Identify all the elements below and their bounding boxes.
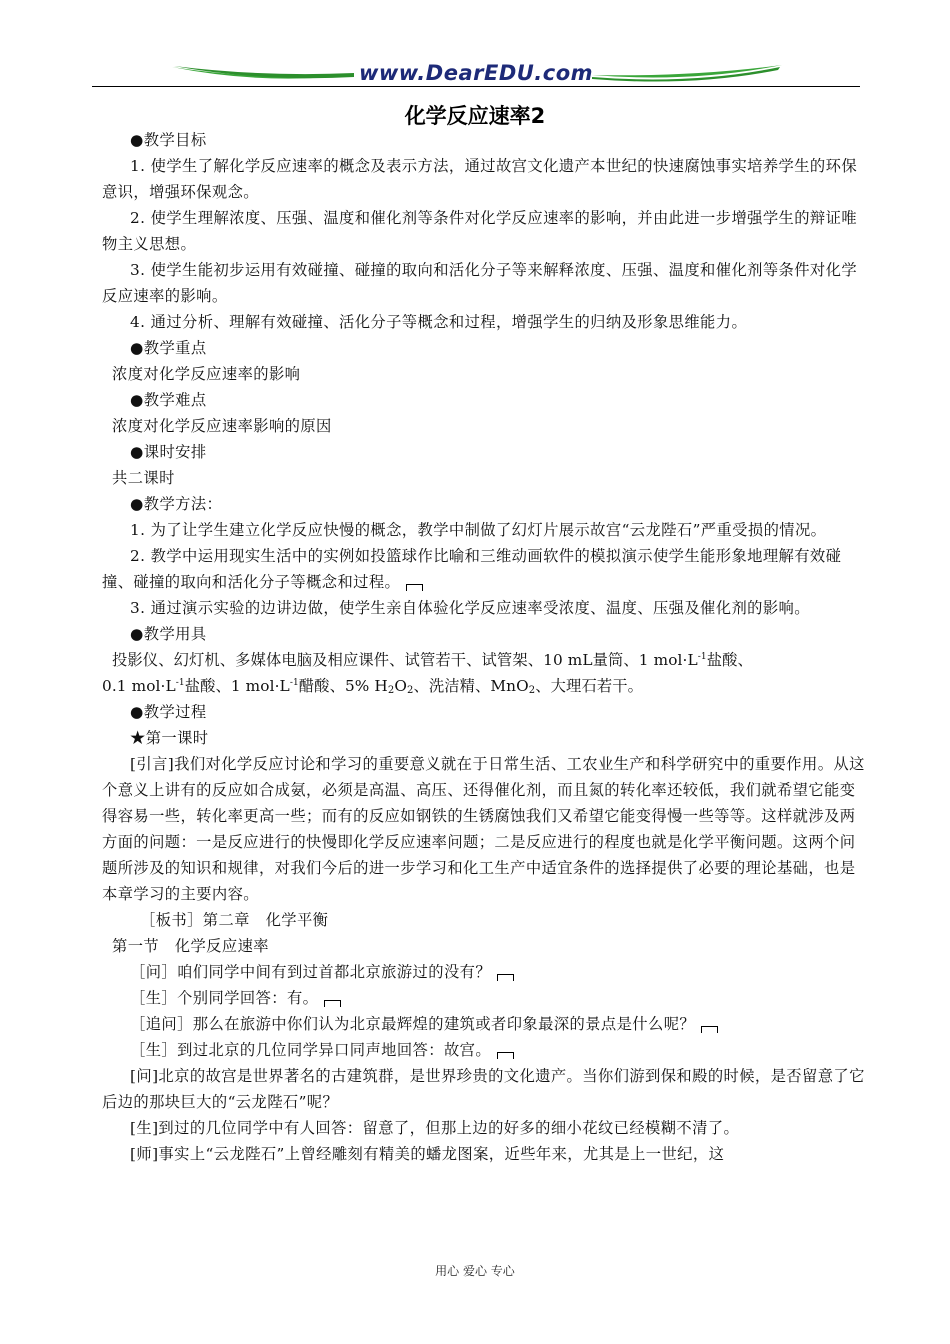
document-body [102, 127, 870, 1167]
header-rule [92, 86, 860, 87]
method-item [102, 543, 870, 595]
goals-heading: ●教学目标 [130, 131, 207, 149]
return-mark-icon [701, 1026, 718, 1033]
dialog-line: ［生］到过北京的几位同学异口同声地回答：故宫。 [102, 1037, 870, 1063]
page-title: 化学反应速率2 [404, 104, 546, 128]
dialog-line: ［追问］那么在旅游中你们认为北京最辉煌的建筑或者印象最深的景点是什么呢？ [102, 1011, 870, 1037]
goal-item: 2. 使学生理解浓度、压强、温度和催化剂等条件对化学反应速率的影响，并由此进一步增强学生的辩证唯物主义思想。 [102, 209, 858, 253]
tools-line-1: 投影仪、幻灯机、多媒体电脑及相应课件、试管若干、试管架、10 mL量筒、1 $mol\cdot L^{-1}$盐酸、 [112, 651, 753, 669]
key-point-text: 浓度对化学反应速率的影响 [112, 365, 301, 383]
lesson-heading: ★第一课时 [130, 729, 209, 747]
tools-heading: ●教学用具 [130, 625, 207, 643]
return-mark-icon [324, 1000, 341, 1007]
method-item: 3. 通过演示实验的边讲边做，使学生亲自体验化学反应速率受浓度、温度、压强及催化剂的影响。 [130, 599, 810, 617]
page-header [92, 55, 860, 95]
goal-item: 1. 使学生了解化学反应速率的概念及表示方法，通过故宫文化遗产本世纪的快速腐蚀事实培养学生的环保意识，增强环保观念。 [102, 157, 858, 201]
teacher-paragraph: [师]事实上“云龙陛石”上曾经雕刻有精美的蟠龙图案，近些年来，尤其是上一世纪，这 [130, 1145, 725, 1163]
goal-item: 4. 通过分析、理解有效碰撞、活化分子等概念和过程，增强学生的归纳及形象思维能力。 [130, 313, 748, 331]
schedule-text: 共二课时 [112, 469, 175, 487]
methods-heading: ●教学方法： [130, 495, 223, 513]
board-text: ［板书］第二章 化学平衡 [140, 911, 329, 929]
dialog-line: ［问］咱们同学中间有到过首都北京旅游过的没有？ [102, 959, 870, 985]
return-mark-icon [497, 1052, 514, 1059]
method-item-text: 2. 教学中运用现实生活中的实例如投篮球作比喻和三维动画软件的模拟演示使学生能形象地理解有效碰撞、碰撞的取向和活化分子等概念和过程。 [102, 547, 842, 591]
tools-line-2: 0.1 $mol\cdot L^{-1}$盐酸、1 $mol\cdot L^{-1}$醋酸、5% $H_2O_2$、洗洁精、MnO$_2$、大理石若干。 [102, 677, 644, 696]
schedule-heading: ●课时安排 [130, 443, 207, 461]
question-paragraph: [问]北京的故宫是世界著名的古建筑群，是世界珍贵的文化遗产。当你们游到保和殿的时候，是否留意了它后边的那块巨大的“云龙陛石”呢？ [102, 1067, 865, 1111]
difficulty-heading: ●教学难点 [130, 391, 207, 409]
goal-item: 3. 使学生能初步运用有效碰撞、碰撞的取向和活化分子等来解释浓度、压强、温度和催化剂等条件对化学反应速率的影响。 [102, 261, 858, 305]
method-item: 1. 为了让学生建立化学反应快慢的概念，教学中制做了幻灯片展示故宫“云龙陛石”严重受损的情况。 [130, 521, 827, 539]
key-point-heading: ●教学重点 [130, 339, 207, 357]
section-title: 第一节 化学反应速率 [112, 937, 269, 955]
answer-paragraph: [生]到过的几位同学中有人回答：留意了，但那上边的好多的细小花纹已经模糊不清了。 [130, 1119, 740, 1137]
return-mark-icon [406, 584, 423, 591]
return-mark-icon [497, 974, 514, 981]
page-footer: 用心 爱心 专心 [435, 1264, 515, 1278]
dialog-line: ［生］个别同学回答：有。 [102, 985, 870, 1011]
process-heading: ●教学过程 [130, 703, 207, 721]
difficulty-text: 浓度对化学反应速率影响的原因 [112, 417, 332, 435]
intro-paragraph: [引言]我们对化学反应讨论和学习的重要意义就在于日常生活、工农业生产和科学研究中的重要作用。从这个意义上讲有的反应如合成氨，必须是高温、高压、还得催化剂，而且氮的转化率还较低，我们就希望它能变得容易一些，转化率更高一些；而有的反应如钢铁的生锈腐蚀我们又希望它能变得慢一些等等。这样就涉及两方面的问题：一是反应进行的快慢即化学反应速率问题；二是反应进行的程度也就是化学平衡问题。这两个问题所涉及的知识和规律，对我们今后的进一步学习和化工生产中适宜条件的选择提供了必要的理论基础，也是本章学习的主要内容。 [102, 755, 865, 903]
site-logo-text: www.DearEDU.com [358, 61, 594, 85]
